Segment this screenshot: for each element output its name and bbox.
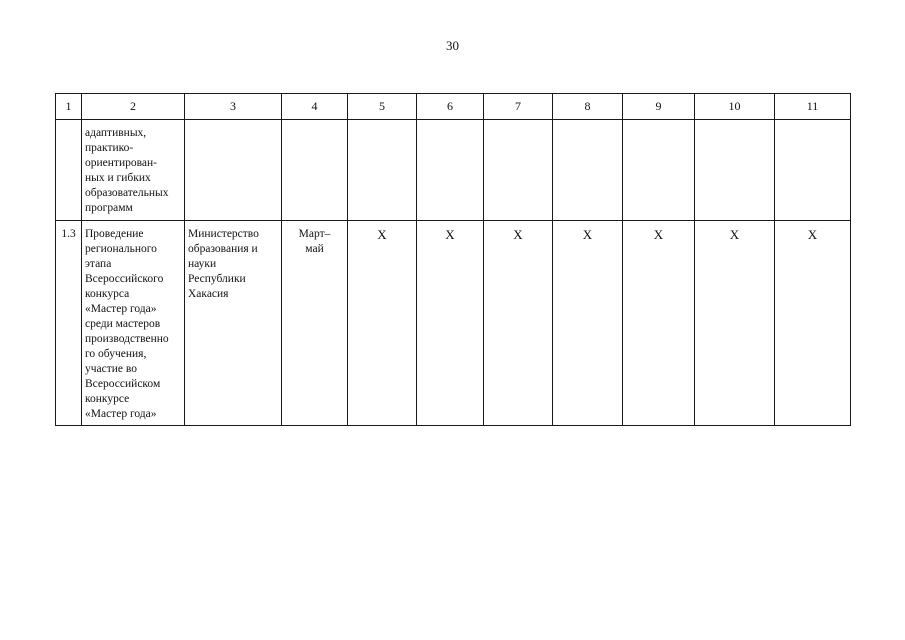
table-cell	[56, 120, 82, 221]
table-cell	[553, 120, 623, 221]
mark-cell: Х	[695, 221, 775, 426]
row-number: 1.3	[56, 221, 82, 426]
period-cell: Март– май	[282, 221, 348, 426]
plan-table	[55, 93, 851, 426]
column-header: 3	[185, 94, 282, 120]
table-cell	[282, 120, 348, 221]
mark-cell: Х	[623, 221, 695, 426]
table-cell	[695, 120, 775, 221]
event-description: Проведение регионального этапа Всероссийского конкурса «Мастер года» среди мастеров производственно го обучения, участие во Всероссийском конкурсе «Мастер года»	[82, 221, 185, 426]
mark-cell: Х	[348, 221, 417, 426]
page-number: 30	[446, 38, 459, 53]
column-header: 4	[282, 94, 348, 120]
event-description-continuation: адаптивных, практико- ориентирован- ных и гибких образовательных программ	[82, 120, 185, 221]
column-header: 2	[82, 94, 185, 120]
mark-cell: Х	[484, 221, 553, 426]
table-cell	[417, 120, 484, 221]
column-header: 8	[553, 94, 623, 120]
column-header: 10	[695, 94, 775, 120]
column-header: 1	[56, 94, 82, 120]
mark-cell: Х	[553, 221, 623, 426]
table-row	[56, 120, 851, 221]
column-header: 9	[623, 94, 695, 120]
column-header: 6	[417, 94, 484, 120]
table-cell	[623, 120, 695, 221]
header-row	[56, 94, 851, 120]
mark-cell: Х	[417, 221, 484, 426]
table-cell	[185, 120, 282, 221]
table-cell	[348, 120, 417, 221]
table-row	[56, 221, 851, 426]
executor-cell: Министерство образования и науки Республики Хакасия	[185, 221, 282, 426]
mark-cell: Х	[775, 221, 851, 426]
column-header: 7	[484, 94, 553, 120]
table-cell	[775, 120, 851, 221]
column-header: 11	[775, 94, 851, 120]
column-header: 5	[348, 94, 417, 120]
table-cell	[484, 120, 553, 221]
